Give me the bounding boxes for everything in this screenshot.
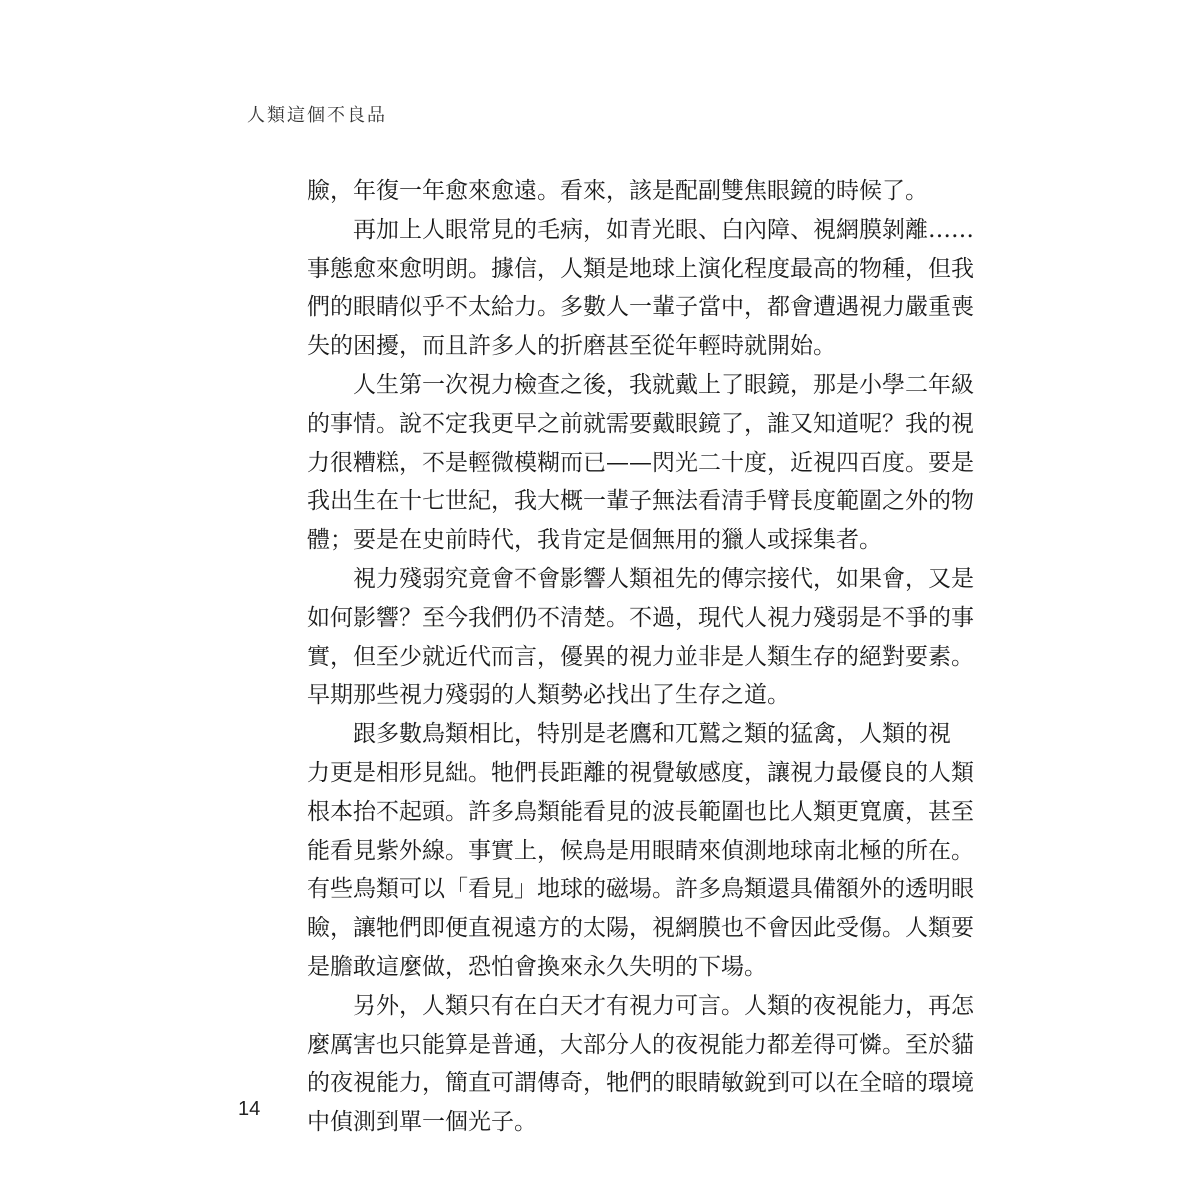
text-line: 如何影響？至今我們仍不清楚。不過，現代人視力殘弱是不爭的事: [307, 604, 974, 631]
text-line: 臉，年復一年愈來愈遠。看來，該是配副雙焦眼鏡的時候了。: [307, 178, 928, 204]
text-line: 我出生在十七世紀，我大概一輩子無法看清手臂長度範圍之外的物: [307, 488, 974, 515]
text-line: 力很糟糕，不是輕微模糊而已——閃光二十度，近視四百度。要是: [307, 449, 974, 476]
text-line: 再加上人眼常見的毛病，如青光眼、白內障、視網膜剝離……: [353, 216, 974, 243]
text-line: 是膽敢這麼做，恐怕會換來永久失明的下場。: [307, 953, 767, 980]
text-line: 人生第一次視力檢查之後，我就戴上了眼鏡，那是小學二年級: [353, 371, 974, 398]
text-line: 瞼，讓牠們即便直視遠方的太陽，視網膜也不會因此受傷。人類要: [307, 915, 974, 942]
text-line: 力更是相形見絀。牠們長距離的視覺敏感度，讓視力最優良的人類: [307, 759, 974, 786]
text-line: 麼厲害也只能算是普通，大部分人的夜視能力都差得可憐。至於貓: [307, 1031, 974, 1058]
text-line: 根本抬不起頭。許多鳥類能看見的波長範圍也比人類更寬廣，甚至: [307, 798, 974, 825]
text-line: 視力殘弱究竟會不會影響人類祖先的傳宗接代，如果會，又是: [353, 565, 974, 592]
text-line: 們的眼睛似乎不太給力。多數人一輩子當中，都會遭遇視力嚴重喪: [307, 294, 974, 321]
text-line: 跟多數鳥類相比，特別是老鷹和兀鷲之類的猛禽，人類的視: [353, 721, 951, 748]
text-line: 有些鳥類可以「看見」地球的磁場。許多鳥類還具備額外的透明眼: [307, 876, 974, 903]
page-number: 14: [238, 1098, 261, 1120]
text-line: 的事情。說不定我更早之前就需要戴眼鏡了，誰又知道呢？我的視: [307, 410, 974, 437]
text-line: 另外，人類只有在白天才有視力可言。人類的夜視能力，再怎: [353, 992, 974, 1019]
text-line: 早期那些視力殘弱的人類勢必找出了生存之道。: [307, 682, 790, 709]
text-line: 實，但至少就近代而言，優異的視力並非是人類生存的絕對要素。: [307, 643, 974, 670]
text-line: 失的困擾，而且許多人的折磨甚至從年輕時就開始。: [307, 333, 836, 360]
text-line: 能看見紫外線。事實上，候鳥是用眼睛來偵測地球南北極的所在。: [307, 837, 974, 864]
text-line: 事態愈來愈明朗。據信，人類是地球上演化程度最高的物種，但我: [307, 255, 974, 282]
text-line: 的夜視能力，簡直可謂傳奇，牠們的眼睛敏銳到可以在全暗的環境: [307, 1070, 974, 1097]
text-line: 中偵測到單一個光子。: [307, 1109, 537, 1136]
running-head: 人類這個不良品: [247, 105, 387, 126]
text-line: 體；要是在史前時代，我肯定是個無用的獵人或採集者。: [307, 527, 882, 554]
body-text: [307, 172, 974, 1142]
